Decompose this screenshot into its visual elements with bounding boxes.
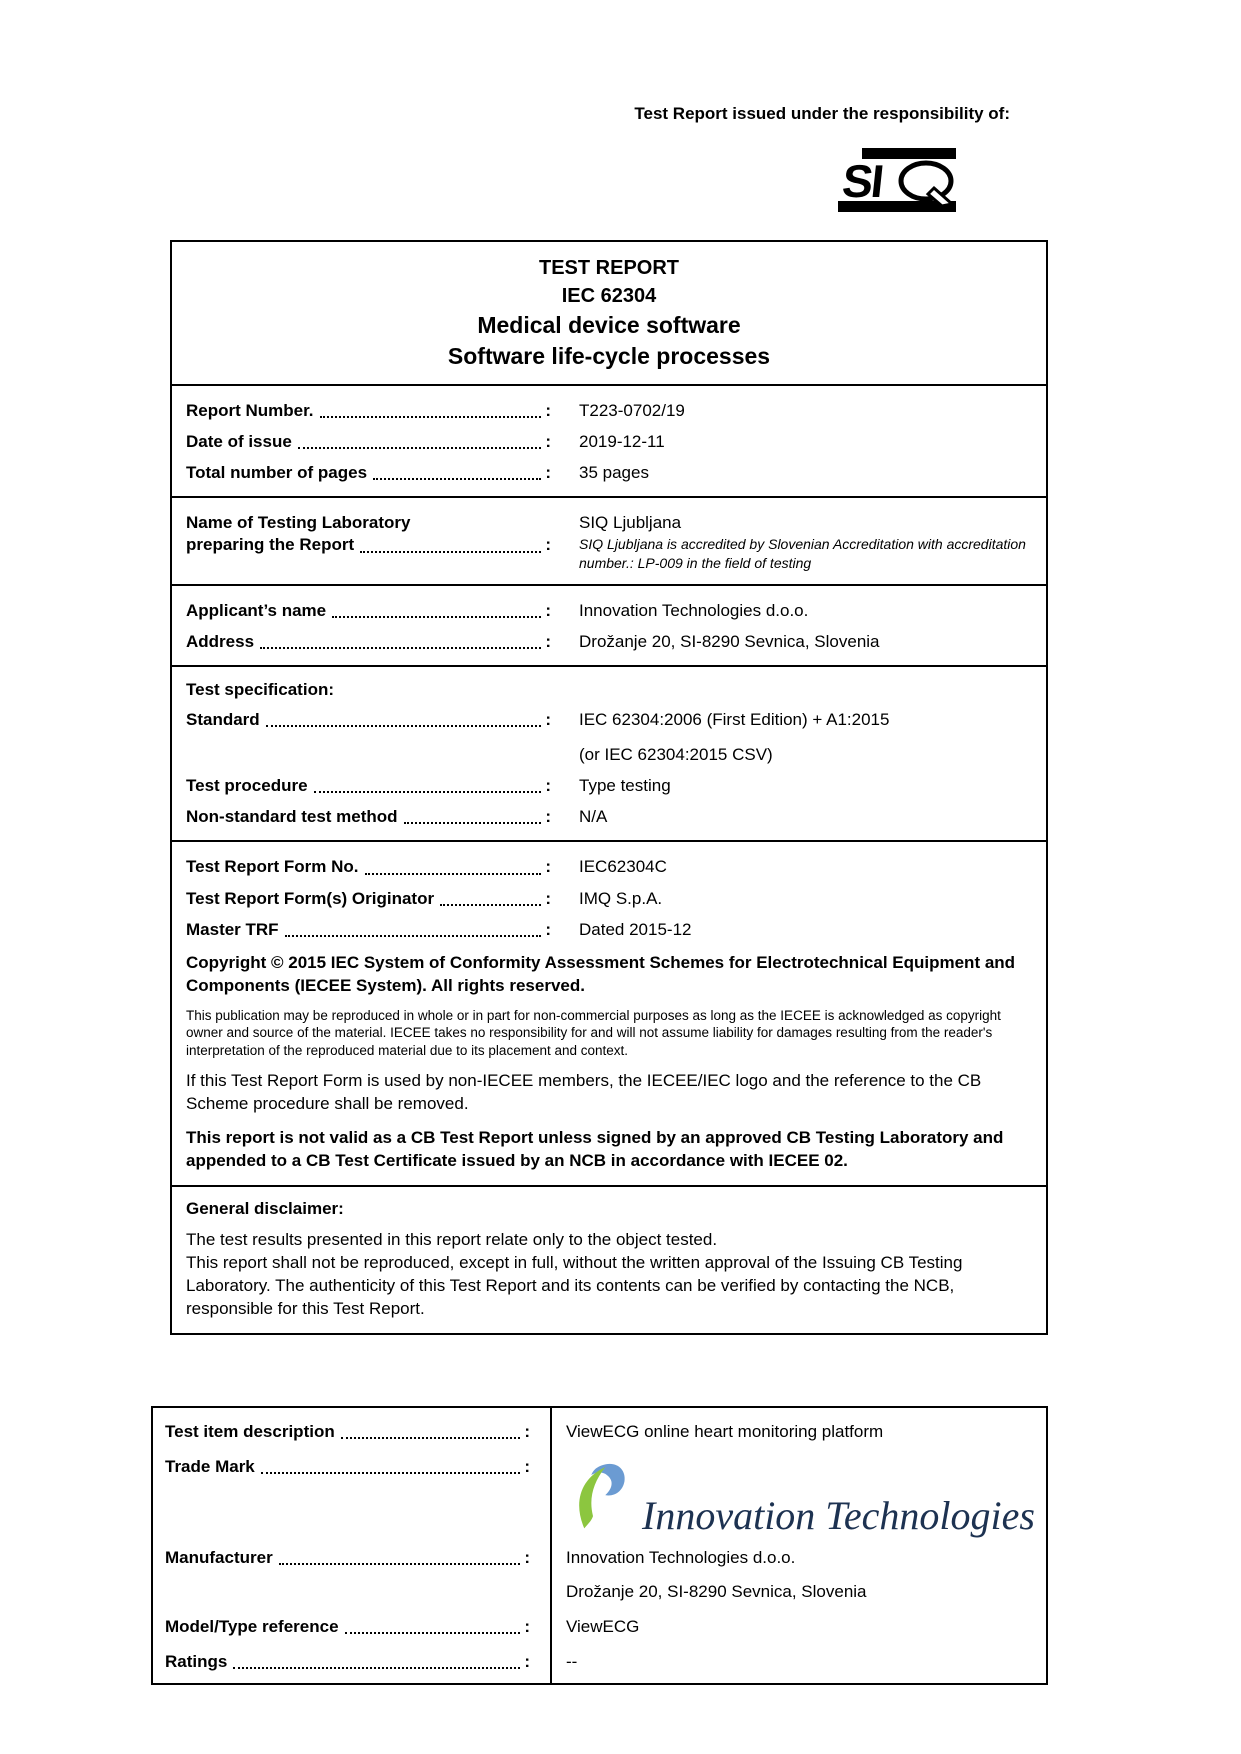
standard-value-line1: IEC 62304:2006 (First Edition) + A1:2015 <box>579 710 890 730</box>
address-value: Drožanje 20, SI-8290 Sevnica, Slovenia <box>579 631 880 651</box>
dot-leader <box>314 791 542 793</box>
leader-colon: : <box>545 463 551 483</box>
testing-lab-accreditation-note: SIQ Ljubljana is accredited by Slovenian Accreditation with accreditation number.: LP-009 in the field of testing <box>579 536 1026 571</box>
dot-leader <box>404 822 542 824</box>
leader-colon: : <box>524 1422 530 1441</box>
date-of-issue-label: Date of issue <box>186 432 292 452</box>
date-of-issue-value: 2019-12-11 <box>579 432 665 452</box>
test-spec-heading: Test specification: <box>186 680 334 700</box>
dot-leader <box>341 1437 521 1439</box>
siq-logo-icon <box>838 148 956 212</box>
section-report-meta <box>172 384 1046 496</box>
section-applicant <box>172 584 1046 665</box>
row-model-type <box>153 1603 1046 1638</box>
test-procedure-value: Type testing <box>579 776 671 796</box>
copyright-statement: Copyright © 2015 IEC System of Conformity Assessment Schemes for Electrotechnical Equipment and Components (IECEE System). All rights reserved. <box>186 952 1016 995</box>
non-iecee-paragraph: If this Test Report Form is used by non-IECEE members, the IECEE/IEC logo and the reference to the CB Scheme procedure shall be removed. <box>186 1071 982 1114</box>
dot-leader <box>285 935 542 937</box>
dot-leader <box>320 416 542 418</box>
row-test-item-description <box>153 1408 1046 1443</box>
test-item-table <box>151 1406 1048 1685</box>
row-trade-mark <box>153 1443 1046 1539</box>
row-master-trf <box>186 919 1032 941</box>
ratings-value: -- <box>566 1652 578 1672</box>
siq-q-ring <box>901 163 951 199</box>
siq-logo-svg <box>838 148 956 212</box>
section-test-specification <box>172 665 1046 840</box>
report-number-label: Report Number. <box>186 401 314 421</box>
dot-leader <box>345 1632 521 1634</box>
title-block <box>172 242 1046 384</box>
row-applicant <box>186 600 1032 622</box>
disclaimer-body: This report shall not be reproduced, except in full, without the written approval of the Issuing CB Testing Laboratory. The authenticity of this Test Report and its contents can be verified by contacting the NCB, responsible for this Test Report. <box>186 1252 963 1318</box>
dot-leader <box>233 1667 520 1669</box>
innovation-swoosh-icon <box>572 1460 628 1532</box>
standard-subtitle: Software life-cycle processes <box>447 343 771 370</box>
dot-leader <box>298 447 542 449</box>
leader-colon: : <box>545 535 551 555</box>
trf-originator-label: Test Report Form(s) Originator <box>186 888 435 908</box>
dot-leader <box>266 725 542 727</box>
section-trf-copyright <box>172 840 1046 1185</box>
master-trf-label: Master TRF <box>186 919 279 939</box>
row-address <box>186 631 1032 653</box>
row-trf-originator <box>186 888 1032 910</box>
model-type-label: Model/Type reference <box>165 1617 339 1637</box>
leader-colon: : <box>545 710 551 730</box>
leader-colon: : <box>524 1617 530 1637</box>
section-testing-lab <box>172 496 1046 583</box>
leader-colon: : <box>524 1652 530 1672</box>
row-total-pages <box>186 462 1032 484</box>
leader-colon: : <box>524 1457 530 1477</box>
dot-leader <box>373 478 541 480</box>
dot-leader <box>332 616 541 618</box>
applicant-value: Innovation Technologies d.o.o. <box>579 600 809 620</box>
disclaimer-line1: The test results presented in this report relate only to the object tested. <box>186 1229 718 1249</box>
swoosh-green-shape <box>579 1467 605 1528</box>
trf-no-label: Test Report Form No. <box>186 857 359 877</box>
master-trf-value: Dated 2015-12 <box>579 919 692 939</box>
row-date-of-issue <box>186 431 1032 453</box>
model-type-value: ViewECG <box>566 1617 640 1637</box>
dot-leader <box>261 1472 521 1474</box>
section-general-disclaimer <box>172 1185 1046 1333</box>
row-report-number <box>186 400 1032 422</box>
row-standard <box>186 709 1032 766</box>
leader-colon: : <box>545 401 551 421</box>
leader-colon: : <box>545 600 551 620</box>
standard-value-line2: (or IEC 62304:2015 CSV) <box>579 745 773 765</box>
standard-number-title: IEC 62304 <box>561 285 657 307</box>
dot-leader <box>279 1563 521 1565</box>
leader-colon: : <box>545 807 551 827</box>
test-item-label: Test item description <box>165 1422 335 1441</box>
disclaimer-heading: General disclaimer: <box>186 1198 344 1218</box>
trf-originator-value: IMQ S.p.A. <box>579 888 663 908</box>
test-report-table <box>170 240 1048 1335</box>
total-pages-value: 35 pages <box>579 463 649 483</box>
test-item-value: ViewECG online heart monitoring platform <box>566 1422 884 1441</box>
ratings-label: Ratings <box>165 1652 228 1672</box>
report-title: TEST REPORT <box>538 257 679 279</box>
testing-lab-label-line2: preparing the Report <box>186 535 355 555</box>
leader-colon: : <box>545 888 551 908</box>
row-non-standard-method <box>186 806 1032 828</box>
innovation-technologies-logo <box>572 1460 1036 1539</box>
not-valid-paragraph: This report is not valid as a CB Test Report unless signed by an approved CB Testing Laboratory and appended to a CB Test Certificate issued by an NCB in accordance with IECEE 02. <box>186 1128 1004 1171</box>
manufacturer-label: Manufacturer <box>165 1548 273 1568</box>
standard-label: Standard <box>186 710 260 730</box>
testing-lab-value: SIQ Ljubljana <box>579 513 682 533</box>
dot-leader <box>360 551 541 553</box>
responsibility-line: Test Report issued under the responsibility of: <box>634 104 1010 123</box>
applicant-label: Applicant’s name <box>186 600 327 620</box>
leader-colon: : <box>545 857 551 877</box>
row-ratings <box>153 1638 1046 1673</box>
leader-colon: : <box>545 432 551 452</box>
test-procedure-label: Test procedure <box>186 776 308 796</box>
manufacturer-address: Drožanje 20, SI-8290 Sevnica, Slovenia <box>566 1582 867 1602</box>
leader-colon: : <box>545 776 551 796</box>
testing-lab-label-line1: Name of Testing Laboratory <box>186 513 411 533</box>
siq-si-text: SI <box>839 155 885 207</box>
dot-leader <box>260 647 541 649</box>
leader-colon: : <box>524 1548 530 1568</box>
leader-colon: : <box>545 919 551 939</box>
trf-no-value: IEC62304C <box>579 857 667 877</box>
non-standard-method-label: Non-standard test method <box>186 807 398 827</box>
dot-leader <box>440 904 541 906</box>
trade-mark-label: Trade Mark <box>165 1457 255 1477</box>
row-manufacturer <box>153 1534 1046 1603</box>
manufacturer-name: Innovation Technologies d.o.o. <box>566 1548 796 1568</box>
standard-name-title: Medical device software <box>477 312 741 338</box>
report-number-value: T223-0702/19 <box>579 401 685 421</box>
non-standard-method-value: N/A <box>579 807 608 827</box>
dot-leader <box>365 873 542 875</box>
copyright-small-print: This publication may be reproduced in whole or in part for non-commercial purposes as long as the IECEE is acknowledged as copyright owner and source of the material. IECEE takes no responsibility for and will not assume liability for damages resulting from the reader's interpretation of the reproduced material due to its placement and context. <box>186 1007 1001 1058</box>
leader-colon: : <box>545 631 551 651</box>
innovation-logo-text: Innovation Technologies <box>642 1493 1035 1539</box>
row-testing-lab <box>186 512 1032 571</box>
address-label: Address <box>186 631 255 651</box>
row-test-procedure <box>186 775 1032 797</box>
row-trf-no <box>186 856 1032 878</box>
total-pages-label: Total number of pages <box>186 463 368 483</box>
